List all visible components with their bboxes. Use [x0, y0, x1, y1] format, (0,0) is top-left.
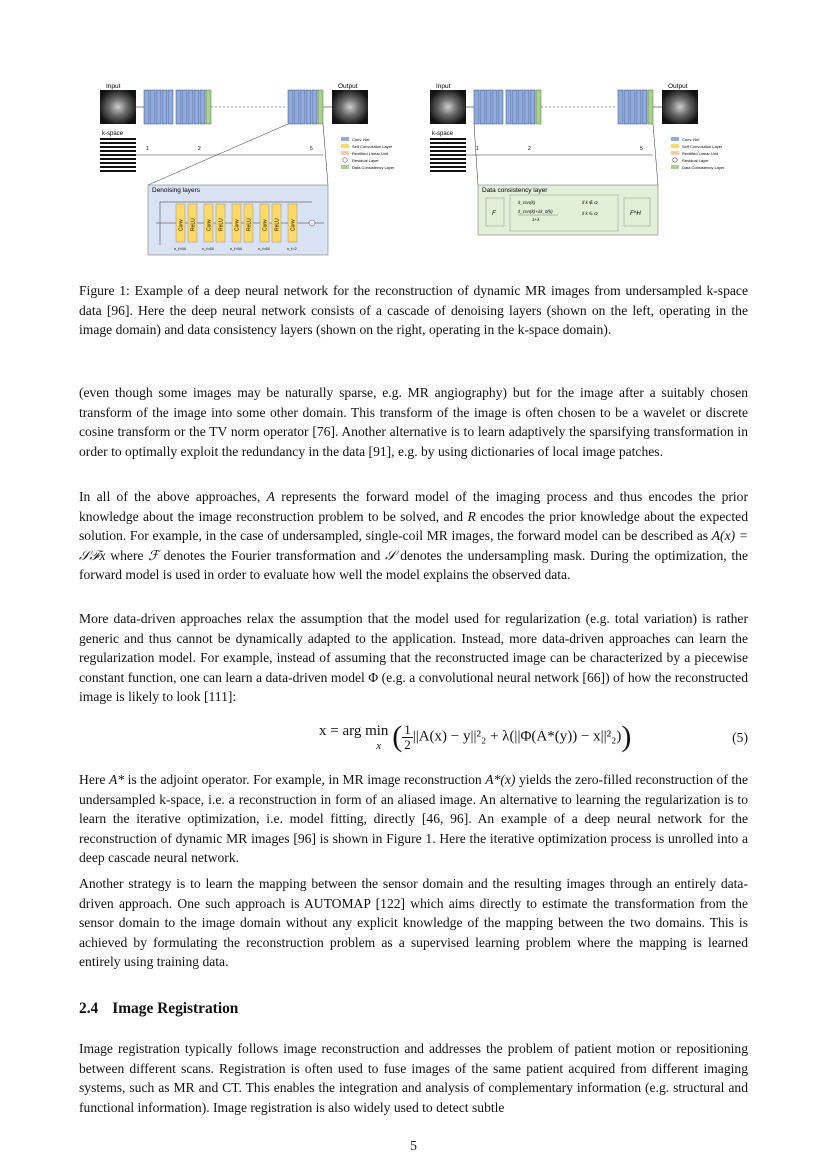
- svg-text:Conv: Conv: [290, 219, 297, 231]
- right-panel: [430, 83, 725, 235]
- right-input-image: [430, 90, 466, 124]
- paragraph-forward-model: In all of the above approaches, A represents the forward model of the imaging process and thus encodes the prior knowledge about the image reconstruction problem to be solved, and R encodes the prior knowledge about the expected solution. For example, in the case of undersampled, single-coil MR images, the forward model can be described as A(x) = 𝒮ℱx where ℱ denotes the Fourier transformation and 𝒮 denotes the undersampling mask. During the optimization, the forward model is used in order to evaluate how well the model explains the observed data.: [79, 489, 749, 583]
- equation-frac-den: 2: [404, 736, 411, 752]
- svg-text:Self Convolution Layer: Self Convolution Layer: [352, 144, 393, 149]
- equation-body: ||A(x) − y||²₂ + λ(||Φ(A*(y)) − x||²₂): [412, 728, 622, 745]
- math-A-star: A*: [108, 772, 125, 787]
- left-stage-1: 1: [146, 146, 149, 152]
- svg-text:ReLU: ReLU: [218, 218, 225, 231]
- svg-text:n_f=64: n_f=64: [230, 247, 242, 251]
- denoising-inset-title: Denoising layers: [152, 187, 201, 194]
- svg-text:Residual Layer: Residual Layer: [352, 158, 379, 163]
- equation-frac-num: 1: [404, 721, 411, 737]
- section-number: 2.4: [79, 1000, 99, 1017]
- svg-text:Residual Layer: Residual Layer: [682, 158, 709, 163]
- svg-text:Conv. Net: Conv. Net: [682, 137, 700, 142]
- paragraph-automap: Another strategy is to learn the mapping between the sensor domain and the resulting images through an entirely data-driven approach. One such approach is AUTOMAP [122] which aims directly to estimate the transformation from the sensor domain to the image domain without any explicit knowledge of the mapping between the two domains. This is achieved by formulating the reconstruction problem as a supervised learning problem where the mapping is learned entirely using training data.: [79, 876, 748, 970]
- figure-1: [88, 78, 748, 260]
- section-heading: [79, 1000, 238, 1018]
- right-kspace-label: k-space: [432, 131, 454, 137]
- svg-text:Data Consistency Layer: Data Consistency Layer: [682, 165, 725, 170]
- left-kspace-label: k-space: [102, 131, 124, 137]
- svg-text:x̂_cnn(k): x̂_cnn(k): [518, 200, 536, 205]
- right-output-label: Output: [668, 83, 688, 90]
- svg-text:Conv: Conv: [262, 219, 269, 231]
- svg-text:F: F: [492, 211, 496, 217]
- right-stage-2: 2: [528, 146, 531, 152]
- svg-text:n_f=64: n_f=64: [258, 247, 270, 251]
- svg-text:Conv: Conv: [206, 219, 213, 231]
- math-A: A: [266, 489, 275, 504]
- left-output-label: Output: [338, 83, 358, 90]
- svg-text:if k ∈ Ω: if k ∈ Ω: [582, 211, 598, 216]
- svg-text:Rectified Linear Unit: Rectified Linear Unit: [352, 151, 389, 156]
- right-output-image: [662, 90, 698, 124]
- svg-text:if k ∉ Ω: if k ∉ Ω: [582, 200, 598, 205]
- math-A-star-x: A*(x): [485, 772, 516, 787]
- math-S: 𝒮: [384, 547, 396, 563]
- svg-text:ReLU: ReLU: [274, 218, 281, 231]
- data-consistency-inset-title: Data consistency layer: [482, 187, 548, 194]
- paragraph-sparsity: (even though some images may be naturally sparse, e.g. MR angiography) but for the image after a suitably chosen transform of the image into some other domain. This transform of the image is often chosen to be a wavelet or discrete cosine transform or the TV norm operator [76]. Another alternative is to learn adaptively the sparsifying transformation in order to optimally exploit the redundancy in the data [91], e.g. by using dictionaries of local image patches.: [79, 385, 748, 459]
- svg-text:ReLU: ReLU: [246, 218, 253, 231]
- page-number: 5: [410, 1138, 417, 1153]
- svg-text:1+λ: 1+λ: [532, 217, 540, 222]
- paragraph-data-driven: More data-driven approaches relax the assumption that the model used for regularization (e.g. total variation) is rather generic and thus cannot be dynamically adapted to the application. Instead, more data-driven approaches can learn the regularization model. For example, instead of assuming that the reconstructed image can be characterized by a piecewise constant function, one can learn a data-driven model Φ (e.g. a convolutional neural network [66]) of how the reconstructed image is likely to look [111]:: [79, 611, 748, 705]
- figure-1-diagram: [88, 78, 748, 260]
- math-F: ℱ: [148, 547, 159, 563]
- math-forward-model: A(x) = 𝒮ℱx: [79, 528, 748, 563]
- right-legend: [671, 137, 725, 170]
- equation-sub: x: [376, 739, 382, 752]
- svg-text:ReLU: ReLU: [190, 218, 197, 231]
- svg-text:n_f=64: n_f=64: [202, 247, 214, 251]
- left-input-image: [100, 90, 136, 124]
- left-kspace-image: [100, 138, 136, 172]
- left-stage-5: 5: [310, 146, 313, 152]
- right-input-label: Input: [436, 83, 451, 90]
- svg-text:n_f=2: n_f=2: [287, 247, 297, 251]
- right-stage-5: 5: [640, 146, 643, 152]
- left-input-label: Input: [106, 83, 121, 90]
- svg-text:F^H: F^H: [630, 211, 641, 217]
- left-legend: [341, 137, 395, 170]
- svg-text:Conv. Net: Conv. Net: [352, 137, 370, 142]
- right-kspace-image: [430, 138, 466, 172]
- left-panel: [100, 83, 395, 255]
- math-R: R: [467, 508, 476, 524]
- svg-text:Conv: Conv: [234, 219, 241, 231]
- svg-text:Conv: Conv: [178, 219, 185, 231]
- left-stage-2: 2: [198, 146, 201, 152]
- paragraph-registration: Image registration typically follows image reconstruction and addresses the problem of patient motion or repositioning between different scans. Registration is often used to fuse images of the same patient acquired from different imaging systems, such as MR and CT. This enables the integration and analysis of complementary information (e.g. structural and functional information). Image registration is also widely used to detect subtle: [79, 1041, 748, 1115]
- svg-text:Data Consistency Layer: Data Consistency Layer: [352, 165, 395, 170]
- paragraph-adjoint: Here A* is the adjoint operator. For example, in MR image reconstruction A*(x) yields the zero-filled reconstruction of the undersampled k-space, i.e. a reconstruction in form of an aliased image. An alternative to learning the regularization is to learn the iterative optimization, i.e. model fitting, directly [46, 96]. An example of a deep neural network for the reconstruction of dynamic MR images [96] is shown in Figure 1. Here the iterative optimization process is unrolled into a deep cascade neural network.: [79, 772, 749, 866]
- figure-caption: Figure 1: Example of a deep neural network for the reconstruction of dynamic MR images from undersampled k-space data [96]. Here the deep neural network consists of a cascade of denoising layers (shown on the left, operating in the image domain) and data consistency layers (shown on the right, operating in the k-space domain).: [79, 283, 748, 338]
- section-title: Image Registration: [112, 1000, 239, 1017]
- equation-number: (5): [732, 730, 748, 745]
- right-stage-1: 1: [476, 146, 479, 152]
- left-output-image: [332, 90, 368, 124]
- svg-text:Rectified Linear Unit: Rectified Linear Unit: [682, 151, 719, 156]
- equation-lhs: x = arg min: [319, 722, 389, 739]
- svg-text:x̂_cnn(k)+λx̂_0(k): x̂_cnn(k)+λx̂_0(k): [518, 209, 553, 214]
- equation-5: x = arg min x ( $\frac{1}{2}$ ||A(x) − y||²₂ + λ(||Φ(A*(y)) − x||²₂)) (5): [319, 720, 748, 753]
- svg-text:Self Convolution Layer: Self Convolution Layer: [682, 144, 723, 149]
- svg-text:n_f=64: n_f=64: [174, 247, 186, 251]
